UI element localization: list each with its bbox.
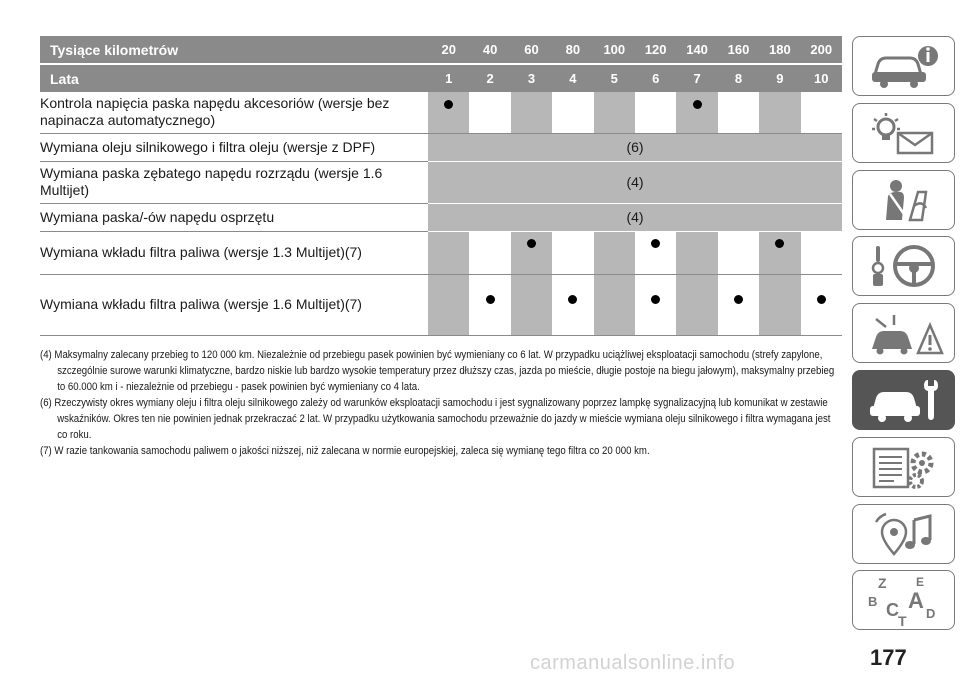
car-maintenance-tab[interactable] — [852, 370, 955, 430]
span-note-cell: (6) — [428, 133, 842, 161]
km-header-label: Tysiące kilometrów — [40, 36, 428, 64]
emergency-tab[interactable] — [852, 303, 955, 363]
index-tab[interactable] — [852, 570, 955, 630]
year-cell: 10 — [801, 64, 842, 92]
table-row — [40, 92, 842, 133]
km-cell: 40 — [469, 36, 510, 64]
technical-data-icon — [864, 443, 944, 491]
footnote-6: (6) Rzeczywisty okres wymiany oleju i filtra oleju silnikowego zależy od warunków eksploatacji samochodu i jest sygnalizowany poprzez lampkę sygnalizacyjną lub komunikat w zestawie wskaźników. Okres ten nie powinien jednak przekraczać 2 lat. W przypadku użytkowania samochodu przeważnie do jazdy w mieście wymiana oleju silnikowego i filtra wymagana jest co roku. — [40, 397, 831, 441]
interval-cell — [801, 274, 842, 335]
interval-dot — [486, 295, 495, 304]
year-cell: 3 — [511, 64, 552, 92]
index-letter: E — [915, 575, 924, 590]
interval-cell — [718, 231, 759, 274]
interval-cell — [552, 231, 593, 274]
interval-cell — [676, 231, 717, 274]
index-letter: Z — [877, 575, 887, 592]
year-cell: 4 — [552, 64, 593, 92]
interval-dot — [775, 239, 784, 248]
year-cell: 1 — [428, 64, 469, 92]
interval-cell — [552, 274, 593, 335]
km-cell: 60 — [511, 36, 552, 64]
interval-cell — [552, 92, 593, 133]
interval-cell — [594, 92, 635, 133]
multimedia-icon — [864, 510, 944, 558]
years-header-row — [40, 64, 842, 92]
interval-cell — [428, 92, 469, 133]
km-header-row — [40, 36, 842, 64]
km-cell: 180 — [759, 36, 800, 64]
table-row — [40, 274, 842, 335]
interval-cell — [718, 92, 759, 133]
year-cell: 9 — [759, 64, 800, 92]
interval-cell — [801, 231, 842, 274]
interval-cell — [759, 92, 800, 133]
interval-cell — [594, 274, 635, 335]
row-label: Wymiana paska zębatego napędu rozrządu (wersje 1.6 Multijet) — [40, 161, 428, 203]
years-header-label: Lata — [40, 64, 428, 92]
index-letter: C — [885, 600, 899, 621]
multimedia-tab[interactable] — [852, 504, 955, 564]
maintenance-schedule-table — [40, 36, 842, 336]
row-label: Kontrola napięcia paska napędu akcesoriów (wersje bez napinacza automatycznego) — [40, 92, 428, 133]
index-letter: B — [867, 594, 877, 610]
km-cell: 200 — [801, 36, 842, 64]
chapter-tabs — [852, 36, 955, 637]
interval-cell — [469, 274, 510, 335]
car-maintenance-icon — [864, 376, 944, 424]
interval-dot — [651, 295, 660, 304]
table-row — [40, 133, 842, 161]
km-cell: 100 — [594, 36, 635, 64]
index-letter: T — [897, 613, 907, 629]
interval-cell — [469, 92, 510, 133]
year-cell: 5 — [594, 64, 635, 92]
span-note-cell: (4) — [428, 203, 842, 231]
year-cell: 7 — [676, 64, 717, 92]
interval-dot — [651, 239, 660, 248]
interval-dot — [444, 100, 453, 109]
row-label: Wymiana oleju silnikowego i filtra oleju (wersje z DPF) — [40, 133, 428, 161]
interval-dot — [693, 100, 702, 109]
warning-lights-icon — [864, 109, 944, 157]
km-cell: 20 — [428, 36, 469, 64]
seat-safety-tab[interactable] — [852, 170, 955, 230]
km-cell: 80 — [552, 36, 593, 64]
interval-dot — [734, 295, 743, 304]
interval-cell — [511, 231, 552, 274]
year-cell: 6 — [635, 64, 676, 92]
interval-cell — [718, 274, 759, 335]
span-note-cell: (4) — [428, 161, 842, 203]
interval-cell — [759, 274, 800, 335]
emergency-icon — [864, 309, 944, 357]
car-info-tab[interactable] — [852, 36, 955, 96]
interval-cell — [511, 92, 552, 133]
footnote-4: (4) Maksymalny zalecany przebieg to 120 000 km. Niezależnie od przebiegu pasek powinien być wymieniany co 6 lat. W przypadku uciążliwej eksploatacji samochodu (strefy zapylone, szczególnie surowe warunki klimatyczne, bardzo niskie lub bardzo wysokie temperatury przez dłuższy czas, jazda po mieście, długie postoje na biegu jałowym), maksymalny przebieg to 60.000 km i - niezależnie od przebiegu - pasek powinien być wymieniany co 4 lata. — [40, 349, 835, 393]
car-info-icon — [864, 42, 944, 90]
interval-cell — [635, 231, 676, 274]
interval-cell — [428, 274, 469, 335]
row-label: Wymiana wkładu filtra paliwa (wersje 1.6 Multijet)(7) — [40, 274, 428, 335]
interval-dot — [817, 295, 826, 304]
interval-cell — [428, 231, 469, 274]
table-row — [40, 161, 842, 203]
interval-cell — [676, 274, 717, 335]
interval-cell — [759, 231, 800, 274]
table-row — [40, 231, 842, 274]
km-cell: 140 — [676, 36, 717, 64]
footnotes — [40, 347, 840, 459]
index-letter: D — [925, 606, 935, 622]
year-cell: 2 — [469, 64, 510, 92]
km-cell: 120 — [635, 36, 676, 64]
interval-cell — [676, 92, 717, 133]
seat-safety-icon — [864, 176, 944, 224]
warning-lights-tab[interactable] — [852, 103, 955, 163]
interval-dot — [527, 239, 536, 248]
interval-dot — [568, 295, 577, 304]
interval-cell — [469, 231, 510, 274]
index-icon — [864, 572, 944, 628]
interval-cell — [594, 231, 635, 274]
km-cell: 160 — [718, 36, 759, 64]
interval-cell — [635, 274, 676, 335]
interval-cell — [635, 92, 676, 133]
steering-key-icon — [864, 242, 944, 290]
page-number: 177 — [870, 645, 907, 670]
interval-cell — [801, 92, 842, 133]
interval-cell — [511, 274, 552, 335]
row-label: Wymiana wkładu filtra paliwa (wersje 1.3 Multijet)(7) — [40, 231, 428, 274]
year-cell: 8 — [718, 64, 759, 92]
table-row — [40, 203, 842, 231]
footnote-7: (7) W razie tankowania samochodu paliwem o jakości niższej, niż zalecana w normie europejskiej, zaleca się wymianę tego filtra co 20 000 km. — [40, 445, 650, 457]
technical-data-tab[interactable] — [852, 437, 955, 497]
steering-key-tab[interactable] — [852, 236, 955, 296]
row-label: Wymiana paska/-ów napędu osprzętu — [40, 203, 428, 231]
watermark: carmanualsonline.info — [530, 652, 736, 674]
index-letter: A — [907, 588, 924, 614]
